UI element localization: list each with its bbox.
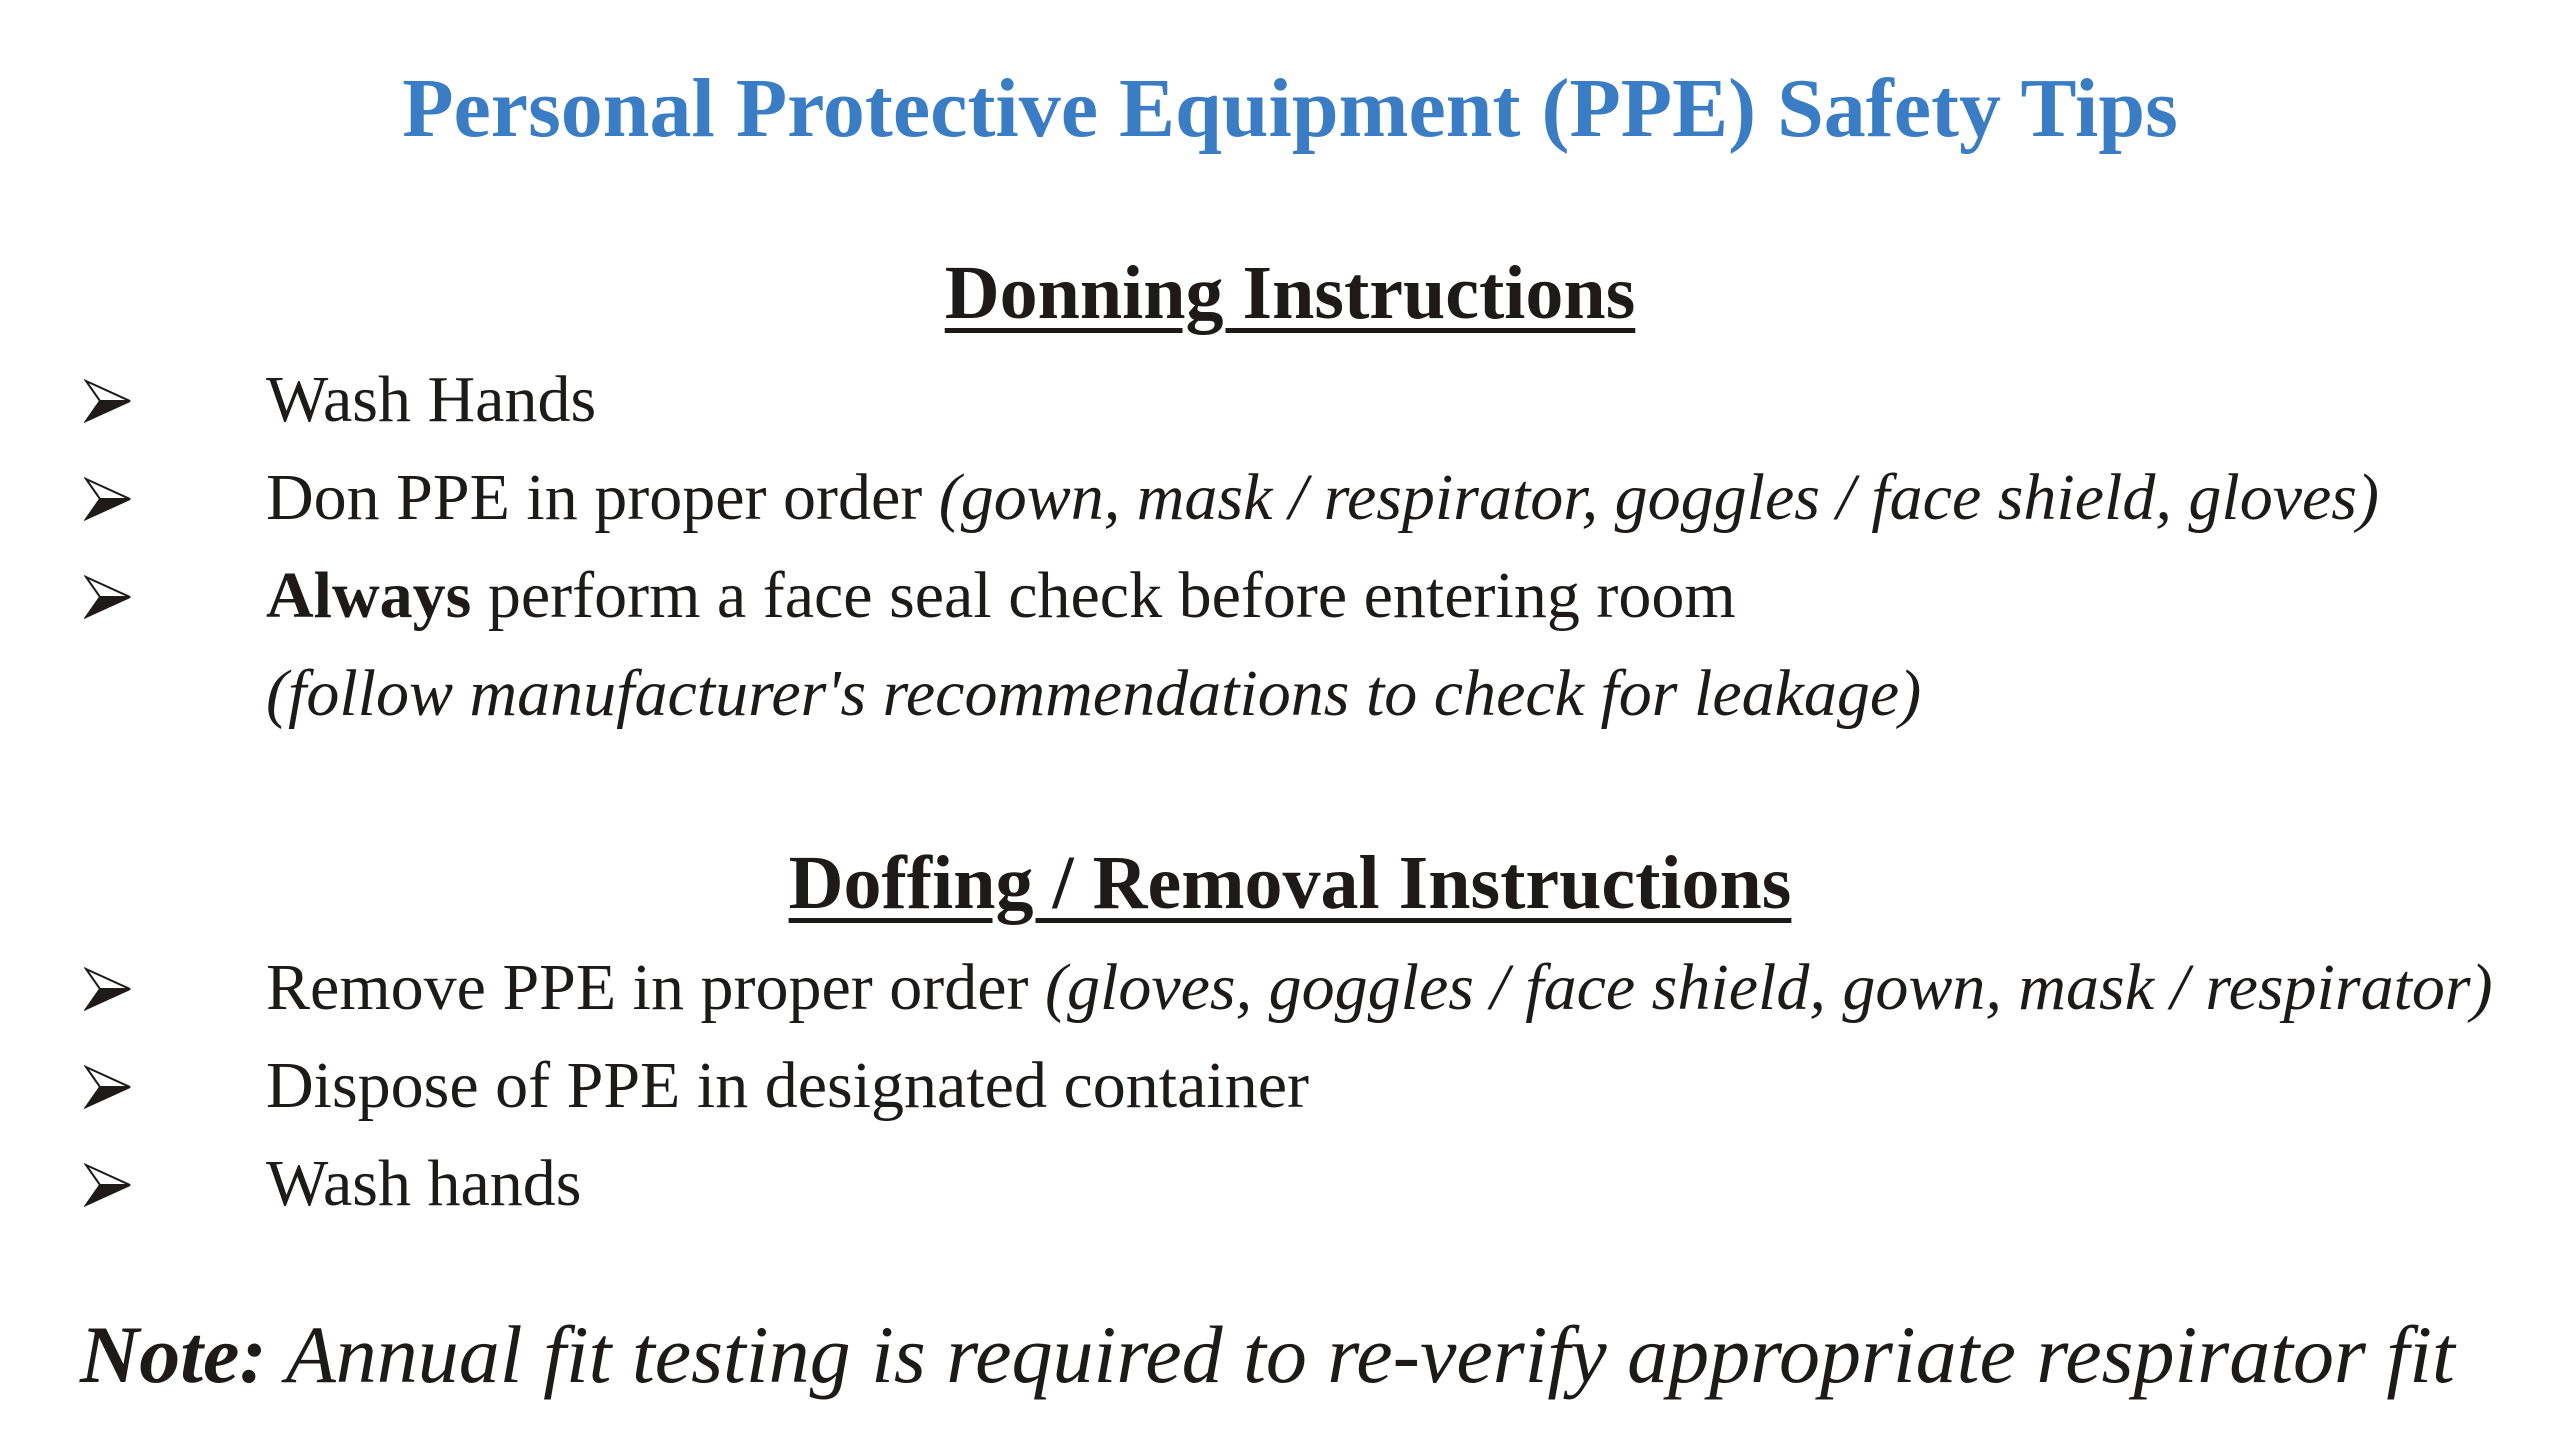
list-item-text: Wash hands [266,1147,582,1220]
donning-item-face-seal-continuation [0,645,2560,743]
donning-heading: Donning Instructions [944,251,1636,335]
list-item-italic-note: (gloves, goggles / face shield, gown, mask / respirator) [1045,951,2493,1024]
donning-item-proper-order [0,449,2560,547]
list-item-text: perform a face seal check before entering room [471,559,1736,632]
doffing-heading: Doffing / Removal Instructions [788,841,1792,925]
note-text: Annual fit testing is required to re-verify appropriate respirator fit [266,1309,2455,1400]
arrowhead-bullet-icon [84,1065,132,1109]
list-item-text: Remove PPE in proper order [266,951,1046,1024]
doffing-item-proper-order [0,939,2560,1037]
list-item-text: Don PPE in proper order [266,461,939,534]
list-item-italic-note: (follow manufacturer's recommendations to check for leakage) [266,657,1922,730]
list-item-bold: Always [266,559,472,632]
donning-list [0,351,2560,743]
list-item-text: Dispose of PPE in designated container [266,1049,1309,1122]
doffing-item-wash-hands [0,1135,2560,1233]
list-item-text: Wash Hands [266,363,597,436]
donning-item-face-seal [0,547,2560,645]
arrowhead-bullet-icon [84,575,132,619]
page-title: Personal Protective Equipment (PPE) Safety Tips [402,62,2178,155]
arrowhead-bullet-icon [84,1163,132,1207]
note-label: Note: [80,1309,267,1400]
donning-item-wash-hands [0,351,2560,449]
list-item-italic-note: (gown, mask / respirator, goggles / face shield, gloves) [938,461,2379,534]
doffing-item-dispose [0,1037,2560,1135]
fit-testing-note [80,1300,2455,1410]
arrowhead-bullet-icon [84,379,132,423]
arrowhead-bullet-icon [84,477,132,521]
doffing-list [0,939,2560,1233]
arrowhead-bullet-icon [84,967,132,1011]
